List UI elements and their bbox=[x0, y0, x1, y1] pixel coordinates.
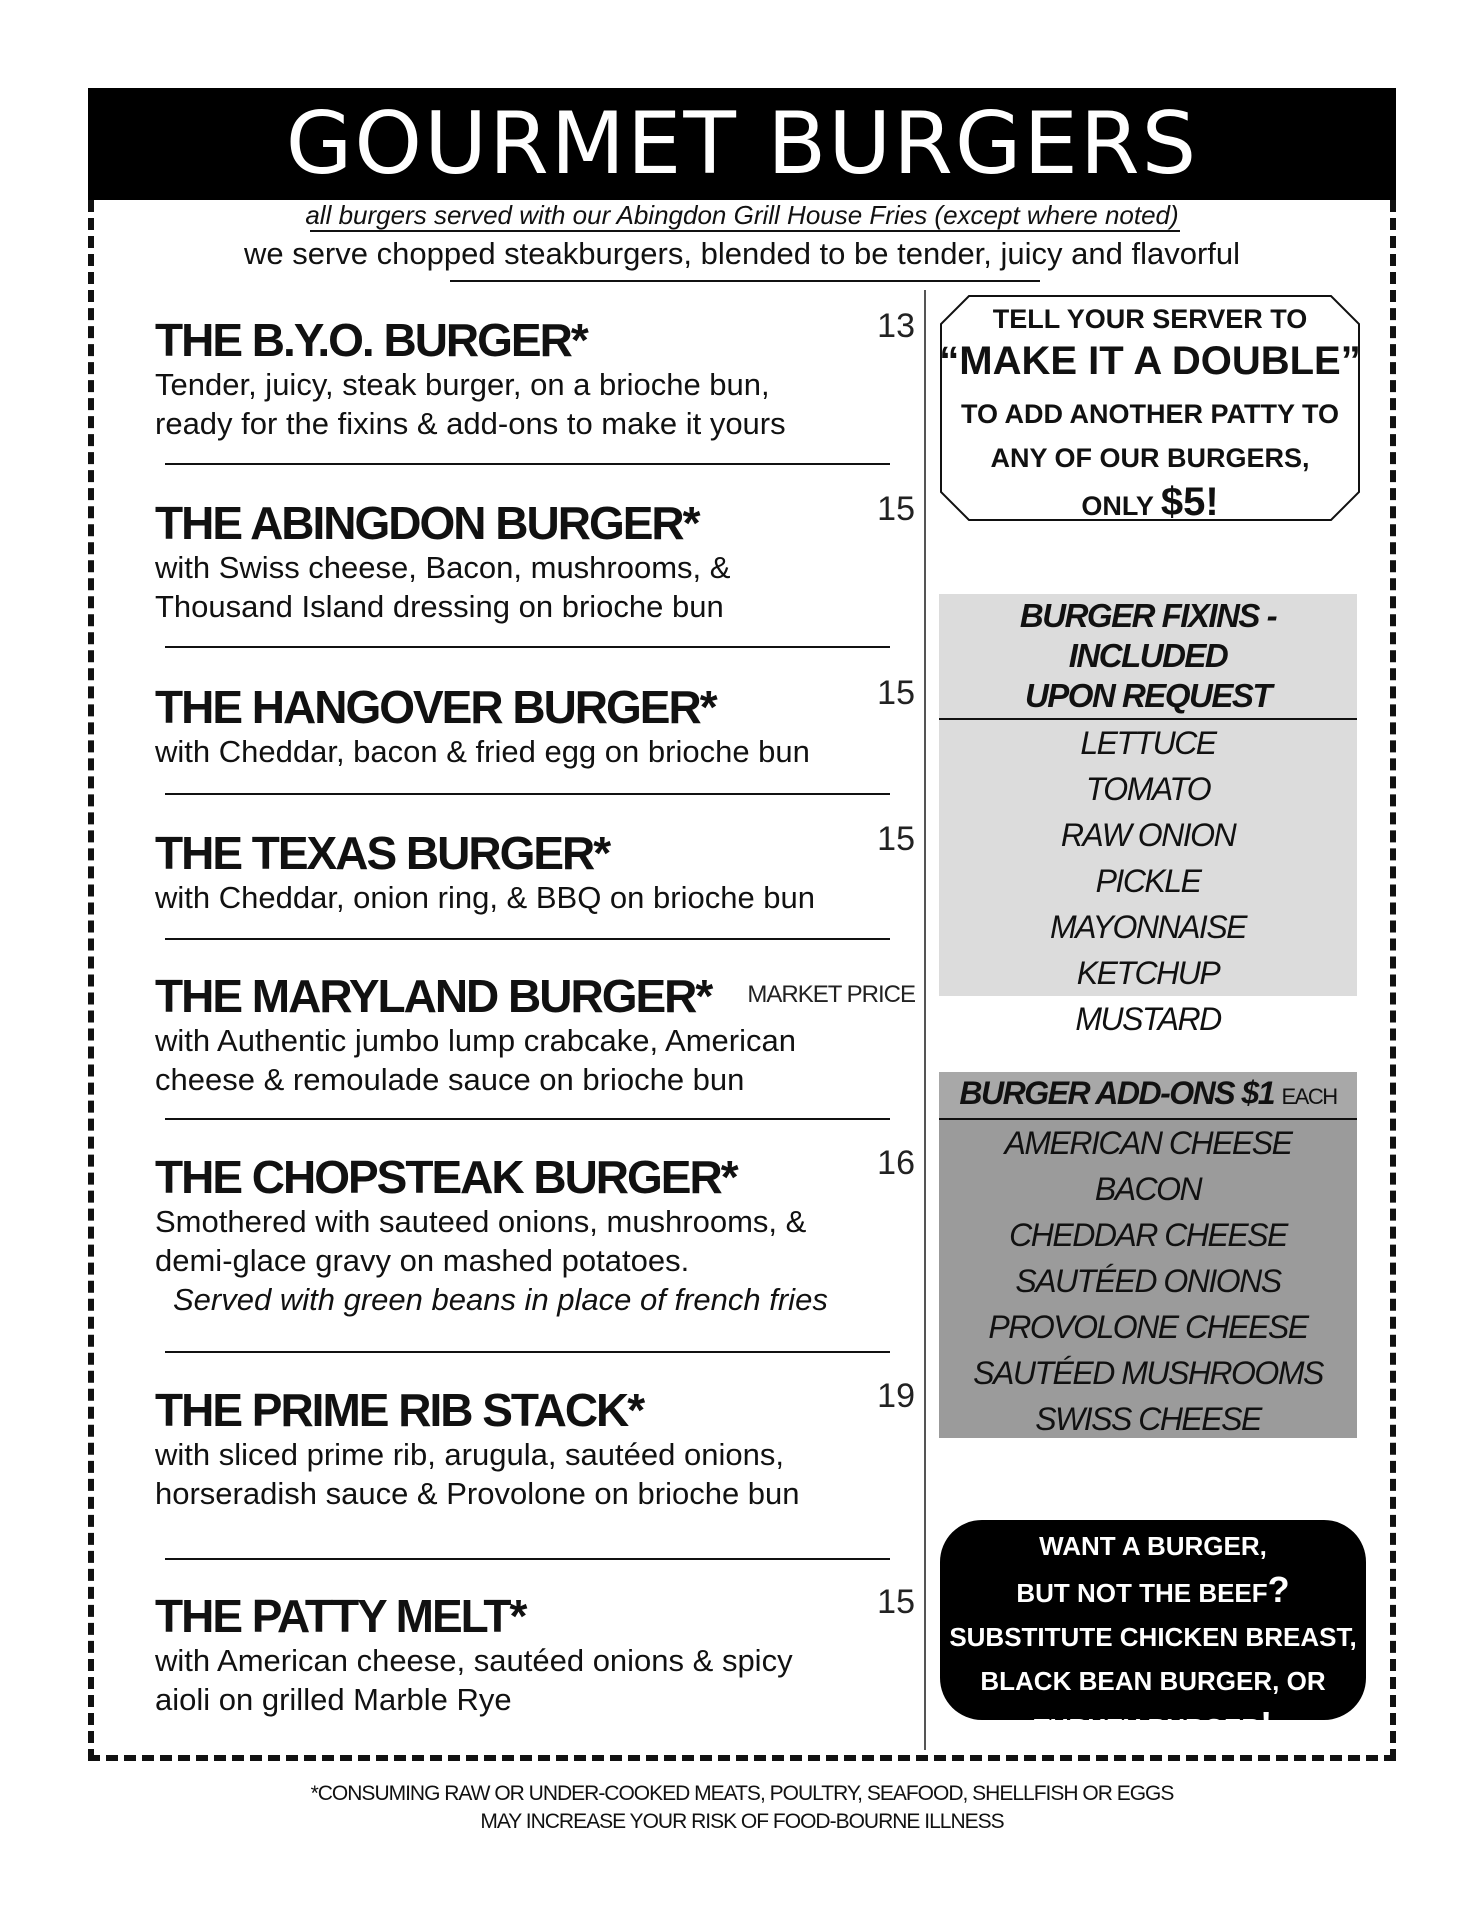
item-name: THE TEXAS BURGER* bbox=[155, 827, 610, 879]
menu-item-texas bbox=[155, 820, 915, 917]
item-name: THE HANGOVER BURGER* bbox=[155, 681, 716, 733]
item-desc: aioli on grilled Marble Rye bbox=[155, 1682, 512, 1717]
page-title: GOURMET BURGERS bbox=[285, 94, 1199, 194]
item-desc: horseradish sauce & Provolone on brioche bun bbox=[155, 1476, 800, 1511]
item-desc: ready for the fixins & add-ons to make it yours bbox=[155, 406, 786, 441]
dashed-border-right bbox=[1390, 200, 1396, 1761]
warning-line-1: *CONSUMING RAW OR UNDER-COOKED MEATS, POULTRY, SEAFOOD, SHELLFISH OR EGGS bbox=[310, 1782, 1174, 1805]
subtitle-underline bbox=[310, 230, 1180, 232]
column-divider bbox=[924, 290, 926, 1750]
consumption-warning bbox=[0, 1780, 1484, 1836]
fries-note: all burgers served with our Abingdon Grill House Fries (except where noted) bbox=[305, 200, 1179, 230]
item-desc: with Authentic jumbo lump crabcake, American bbox=[155, 1023, 796, 1058]
item-price: 15 bbox=[877, 820, 915, 858]
item-desc: Tender, juicy, steak burger, on a brioche bun, bbox=[155, 367, 770, 402]
tagline: we serve chopped steakburgers, blended to be tender, juicy and flavorful bbox=[243, 236, 1241, 271]
title-banner bbox=[88, 88, 1396, 200]
item-separator bbox=[165, 793, 890, 795]
item-name: THE ABINGDON BURGER* bbox=[155, 497, 699, 549]
double-line-4: ANY OF OUR BURGERS, bbox=[990, 443, 1310, 473]
double-line-2: “MAKE IT A DOUBLE” bbox=[939, 339, 1361, 383]
substitute-line-2-text: BUT NOT THE BEEF bbox=[1016, 1578, 1268, 1608]
item-name: THE CHOPSTEAK BURGER* bbox=[155, 1151, 737, 1203]
list-item: TOMATO bbox=[1085, 771, 1211, 807]
substitute-line-5 bbox=[940, 1703, 1366, 1750]
item-separator bbox=[165, 463, 890, 465]
menu-item-abingdon bbox=[155, 490, 915, 626]
item-price: 15 bbox=[877, 490, 915, 528]
item-price: 15 bbox=[877, 674, 915, 712]
tagline-underline bbox=[450, 280, 1040, 282]
item-separator bbox=[165, 1118, 890, 1120]
list-item: SAUTÉED ONIONS bbox=[1015, 1263, 1281, 1299]
list-item: MUSTARD bbox=[1075, 1001, 1221, 1037]
item-separator bbox=[165, 938, 890, 940]
item-name: THE PATTY MELT* bbox=[155, 1590, 526, 1642]
item-note: Served with green beans in place of french fries bbox=[173, 1282, 828, 1317]
item-price: 19 bbox=[877, 1377, 915, 1415]
substitute-exclamation: ! bbox=[1260, 1704, 1273, 1745]
substitute-line-5-text: TURKEY BURGER bbox=[1033, 1713, 1261, 1743]
list-item: MAYONNAISE bbox=[1050, 909, 1246, 945]
addons-title bbox=[939, 1072, 1357, 1120]
fixins-list bbox=[939, 720, 1357, 1042]
item-desc: Smothered with sauteed onions, mushrooms, & bbox=[155, 1204, 807, 1239]
item-desc: with Cheddar, bacon & fried egg on brioche bun bbox=[155, 734, 810, 769]
item-price: MARKET PRICE bbox=[747, 981, 915, 1008]
item-desc: cheese & remoulade sauce on brioche bun bbox=[155, 1062, 745, 1097]
menu-item-byo bbox=[155, 307, 915, 443]
list-item: BACON bbox=[1094, 1171, 1202, 1207]
menu-item-maryland bbox=[155, 971, 915, 1099]
dashed-border-bottom bbox=[88, 1755, 1396, 1761]
burger-addons-box bbox=[939, 1072, 1357, 1438]
double-line-3: TO ADD ANOTHER PATTY TO bbox=[960, 399, 1339, 429]
double-price: $5! bbox=[1160, 480, 1219, 524]
item-name: THE PRIME RIB STACK* bbox=[155, 1384, 644, 1436]
burger-fixins-box bbox=[939, 594, 1357, 1037]
item-separator bbox=[165, 646, 890, 648]
item-desc: with Cheddar, onion ring, & BBQ on brioche bun bbox=[155, 880, 816, 915]
addons-list bbox=[939, 1120, 1357, 1442]
substitute-line-2 bbox=[940, 1568, 1366, 1615]
double-line-5 bbox=[939, 480, 1361, 528]
fixins-title-line-1: BURGER FIXINS - INCLUDED bbox=[1019, 597, 1277, 674]
menu-item-prime-rib bbox=[155, 1377, 915, 1513]
item-name: THE MARYLAND BURGER* bbox=[155, 970, 712, 1022]
item-price: 16 bbox=[877, 1144, 915, 1182]
double-only: ONLY bbox=[1081, 491, 1154, 521]
substitute-box bbox=[940, 1520, 1366, 1745]
substitute-question-mark: ? bbox=[1267, 1569, 1290, 1610]
list-item: AMERICAN CHEESE bbox=[1004, 1125, 1292, 1161]
list-item: SAUTÉED MUSHROOMS bbox=[973, 1355, 1323, 1391]
item-name: THE B.Y.O. BURGER* bbox=[155, 314, 587, 366]
menu-item-patty-melt bbox=[155, 1583, 915, 1719]
item-price: 13 bbox=[877, 307, 915, 345]
menu-item-chopsteak bbox=[155, 1144, 915, 1319]
substitute-line-1: WANT A BURGER, bbox=[1039, 1531, 1267, 1561]
item-desc: with American cheese, sautéed onions & spicy bbox=[155, 1643, 793, 1678]
double-line-1: TELL YOUR SERVER TO bbox=[992, 304, 1308, 334]
warning-line-2: MAY INCREASE YOUR RISK OF FOOD-BOURNE ILLNESS bbox=[480, 1810, 1004, 1833]
list-item: CHEDDAR CHEESE bbox=[1009, 1217, 1287, 1253]
list-item: SWISS CHEESE bbox=[1035, 1401, 1261, 1437]
item-desc: Thousand Island dressing on brioche bun bbox=[155, 589, 724, 624]
menu-item-hangover bbox=[155, 674, 915, 771]
dashed-border-left bbox=[88, 200, 94, 1761]
item-desc: demi-glace gravy on mashed potatoes. bbox=[155, 1243, 690, 1278]
list-item: KETCHUP bbox=[1076, 955, 1220, 991]
list-item: LETTUCE bbox=[1080, 725, 1216, 761]
substitute-line-3: SUBSTITUTE CHICKEN BREAST, bbox=[949, 1622, 1357, 1652]
addons-each: EACH bbox=[1281, 1084, 1337, 1109]
addons-price: $1 bbox=[1241, 1075, 1275, 1111]
item-separator bbox=[165, 1351, 890, 1353]
item-desc: with Swiss cheese, Bacon, mushrooms, & bbox=[155, 550, 731, 585]
item-desc: with sliced prime rib, arugula, sautéed onions, bbox=[155, 1437, 784, 1472]
make-it-double-box bbox=[939, 294, 1361, 524]
substitute-line-4: BLACK BEAN BURGER, OR bbox=[980, 1666, 1326, 1696]
addons-title-text: BURGER ADD-ONS bbox=[959, 1075, 1235, 1111]
list-item: PICKLE bbox=[1095, 863, 1201, 899]
list-item: RAW ONION bbox=[1060, 817, 1236, 853]
item-separator bbox=[165, 1558, 890, 1560]
fixins-title bbox=[939, 594, 1357, 720]
item-price: 15 bbox=[877, 1583, 915, 1621]
list-item: PROVOLONE CHEESE bbox=[988, 1309, 1308, 1345]
fixins-title-line-2: UPON REQUEST bbox=[1024, 677, 1272, 714]
